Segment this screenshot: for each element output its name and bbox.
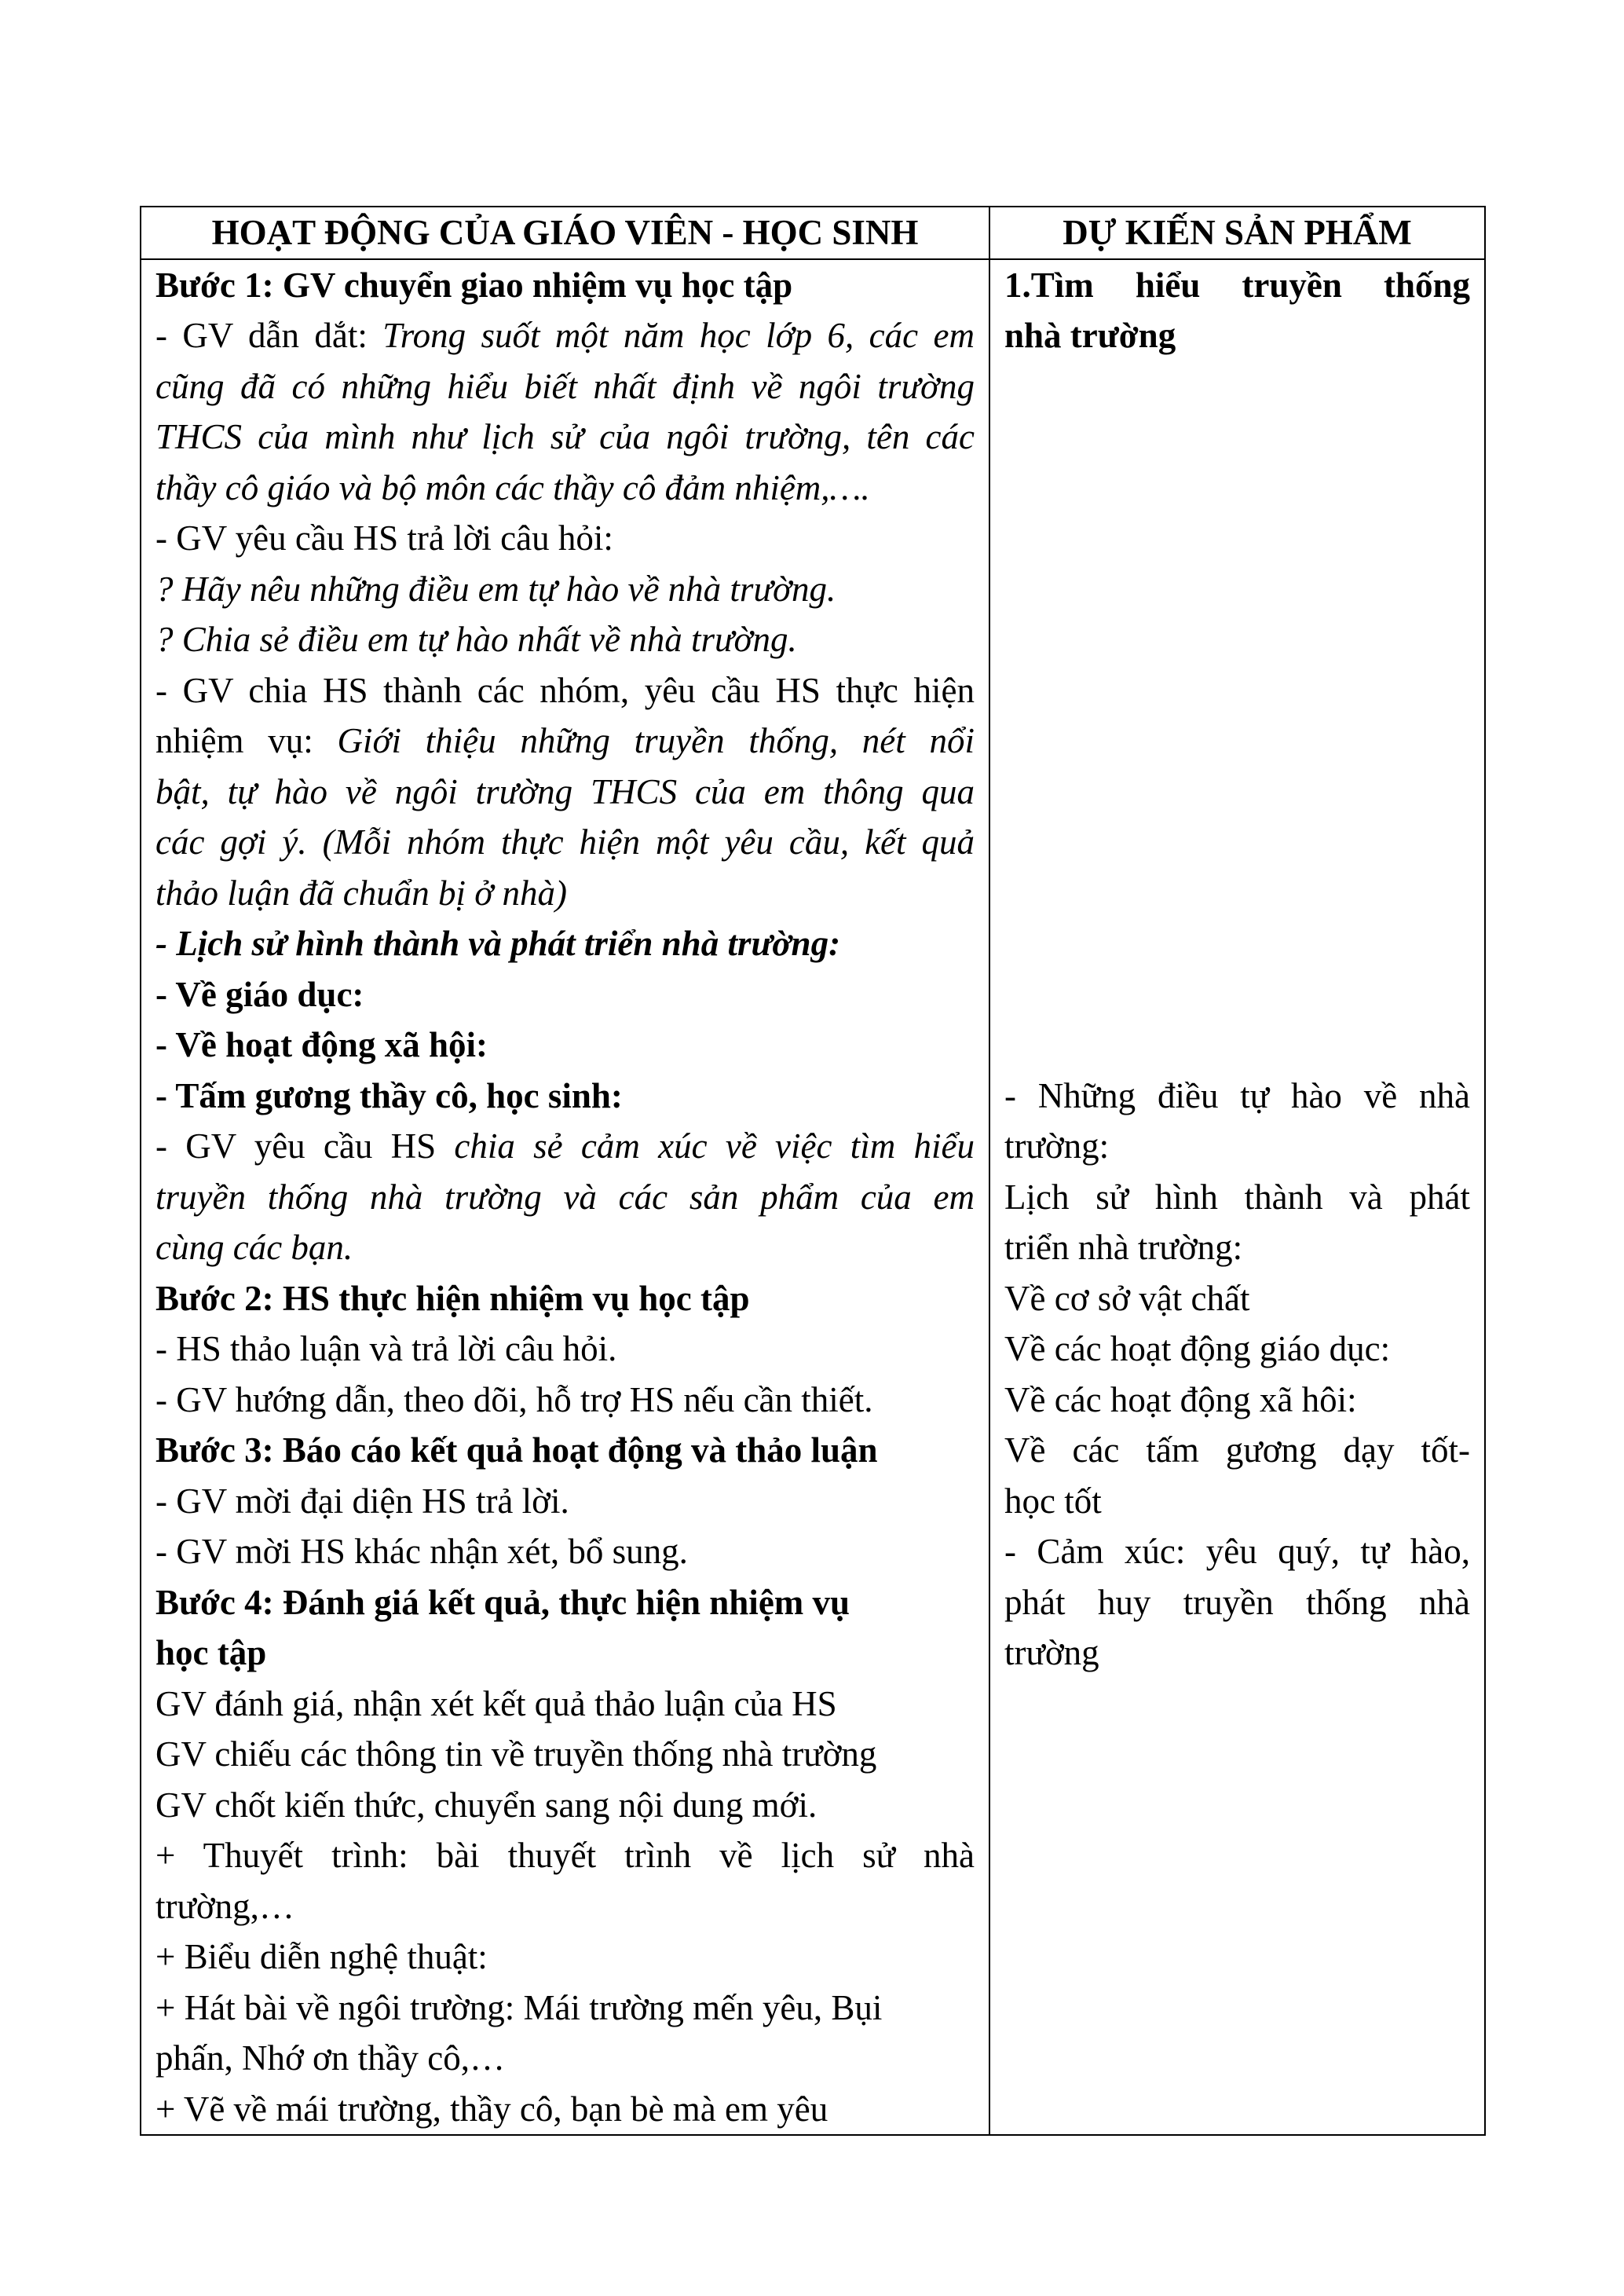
product-cell bbox=[989, 259, 1485, 2136]
ask-line: - GV yêu cầu HS trả lời câu hỏi: bbox=[155, 518, 613, 558]
table-body-row bbox=[141, 259, 1485, 2136]
group-line-3: bật, tự hào về ngôi trường THCS của em thông qua bbox=[155, 771, 975, 811]
intro-line-1: - GV dẫn dắt: Trong suốt một năm học lớp 6, các em bbox=[155, 316, 975, 355]
product-title-line-1: 1.Tìm hiểu truyền thống bbox=[1004, 265, 1470, 305]
intro-line-4: thầy cô giáo và bộ môn các thầy cô đảm nhiệm,…. bbox=[155, 467, 870, 507]
group-line-1: - GV chia HS thành các nhóm, yêu cầu HS thực hiện bbox=[155, 670, 975, 710]
lesson-table bbox=[140, 206, 1486, 2136]
group-line-2: nhiệm vụ: Giới thiệu những truyền thống, nét nổi bbox=[155, 721, 975, 760]
social-item: Về các hoạt động xã hôi: bbox=[1004, 1379, 1357, 1419]
step4-title-line-2: học tập bbox=[155, 1633, 267, 1672]
group-line-4: các gợi ý. (Mỗi nhóm thực hiện một yêu cầu, kết quả bbox=[155, 822, 975, 862]
step3-title: Bước 3: Báo cáo kết quả hoạt động và thảo luận bbox=[155, 1430, 878, 1470]
step3-item-1: - GV mời đại diện HS trả lời. bbox=[155, 1481, 569, 1521]
draw-line: + Vẽ về mái trường, thầy cô, bạn bè mà em yêu bbox=[155, 2089, 828, 2129]
step3-item-2: - GV mời HS khác nhận xét, bổ sung. bbox=[155, 1532, 688, 1571]
proud-line-1: - Những điều tự hào về nhà bbox=[1004, 1075, 1470, 1115]
art-performance: + Biểu diễn nghệ thuật: bbox=[155, 1937, 488, 1976]
intro-line-2: cũng đã có những hiểu biết nhất định về ngôi trường bbox=[155, 366, 975, 406]
question-1: ? Hãy nêu những điều em tự hào về nhà trường. bbox=[155, 569, 836, 609]
step2-title: Bước 2: HS thực hiện nhiệm vụ học tập bbox=[155, 1278, 750, 1318]
topic-education: - Về giáo dục: bbox=[155, 974, 364, 1014]
history-line-2: triển nhà trường: bbox=[1004, 1228, 1243, 1267]
topic-role-models: - Tấm gương thầy cô, học sinh: bbox=[155, 1075, 623, 1115]
facilities-item: Về cơ sở vật chất bbox=[1004, 1278, 1250, 1318]
role-model-line-2: học tốt bbox=[1004, 1481, 1102, 1521]
step2-item-2: - GV hướng dẫn, theo dõi, hỗ trợ HS nếu cần thiết. bbox=[155, 1379, 873, 1419]
role-model-line-1: Về các tấm gương dạy tốt- bbox=[1004, 1430, 1470, 1470]
share-line-1: - GV yêu cầu HS chia sẻ cảm xúc về việc tìm hiểu bbox=[155, 1126, 975, 1166]
feeling-line-1: - Cảm xúc: yêu quý, tự hào, bbox=[1004, 1532, 1470, 1571]
share-line-2: truyền thống nhà trường và các sản phẩm của em bbox=[155, 1177, 975, 1217]
feeling-line-3: trường bbox=[1004, 1633, 1099, 1672]
feeling-line-2: phát huy truyền thống nhà bbox=[1004, 1582, 1470, 1622]
step4-title-line-1: Bước 4: Đánh giá kết quả, thực hiện nhiệm vụ bbox=[155, 1582, 850, 1622]
sing-line-2: phấn, Nhớ ơn thầy cô,… bbox=[155, 2038, 506, 2078]
history-line-1: Lịch sử hình thành và phát bbox=[1004, 1177, 1470, 1217]
topic-history: - Lịch sử hình thành và phát triển nhà trường: bbox=[155, 924, 841, 963]
education-item: Về các hoạt động giáo dục: bbox=[1004, 1329, 1391, 1368]
group-line-5: thảo luận đã chuẩn bị ở nhà) bbox=[155, 873, 567, 913]
step4-item-1: GV đánh giá, nhận xét kết quả thảo luận của HS bbox=[155, 1683, 837, 1723]
product-title-line-2: nhà trường bbox=[1004, 316, 1176, 355]
step2-item-1: - HS thảo luận và trả lời câu hỏi. bbox=[155, 1329, 617, 1368]
table-header-row bbox=[141, 207, 1485, 259]
header-expected-product: DỰ KIẾN SẢN PHẨM bbox=[989, 207, 1485, 259]
sing-line-1: + Hát bài về ngôi trường: Mái trường mến yêu, Bụi bbox=[155, 1987, 883, 2027]
question-2: ? Chia sẻ điều em tự hào nhất về nhà trường. bbox=[155, 620, 797, 659]
step1-title: Bước 1: GV chuyển giao nhiệm vụ học tập bbox=[155, 265, 793, 305]
product-spacer bbox=[1004, 361, 1470, 1071]
topic-social: - Về hoạt động xã hội: bbox=[155, 1025, 488, 1064]
step4-item-3: GV chốt kiến thức, chuyển sang nội dung mới. bbox=[155, 1785, 817, 1825]
header-teacher-student-activity: HOẠT ĐỘNG CỦA GIÁO VIÊN - HỌC SINH bbox=[141, 207, 989, 259]
share-line-3: cùng các bạn. bbox=[155, 1228, 353, 1267]
intro-line-3: THCS của mình như lịch sử của ngôi trường, tên các bbox=[155, 417, 975, 456]
step4-item-2: GV chiếu các thông tin về truyền thống nhà trường bbox=[155, 1734, 877, 1774]
activity-cell bbox=[141, 259, 989, 2136]
presentation-line-1: + Thuyết trình: bài thuyết trình về lịch sử nhà bbox=[155, 1836, 975, 1875]
presentation-line-2: trường,… bbox=[155, 1886, 294, 1926]
proud-line-2: trường: bbox=[1004, 1126, 1110, 1166]
